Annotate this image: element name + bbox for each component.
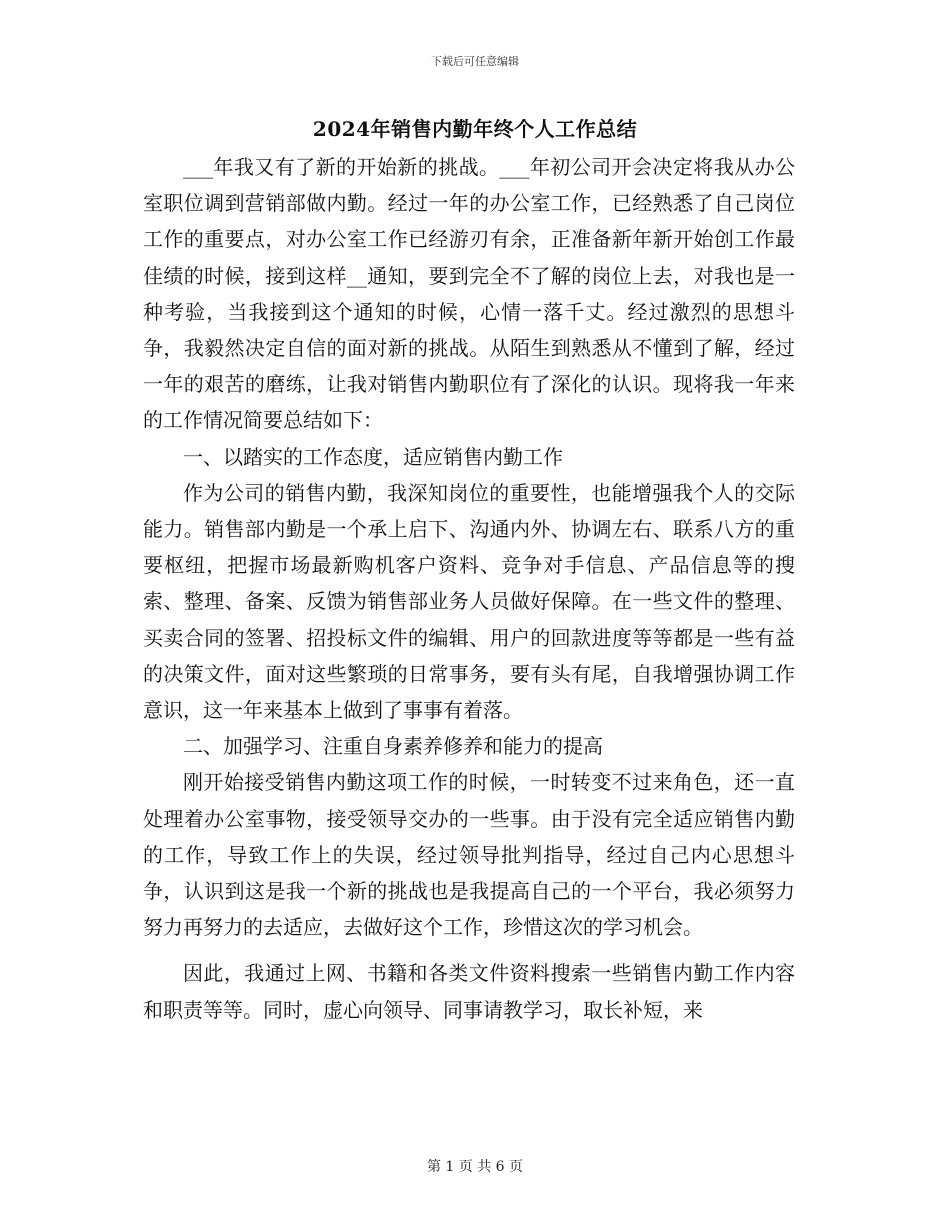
paragraph-section-1: 作为公司的销售内勤，我深知岗位的重要性，也能增强我个人的交际能力。销售部内勤是一个承上启下、沟通内外、协调左右、联系八方的重要枢纽，把握市场最新购机客户资料、竞争对手信息、产品信息等的搜索、整理、备案、反馈为销售部业务人员做好保障。在一些文件的整理、买卖合同的签署、招投标文件的编辑、用户的回款进度等等都是一些有益的决策文件，面对这些繁琐的日常事务，要有头有尾，自我增强协调工作意识，这一年来基本上做到了事事有着落。	[143, 480, 795, 723]
page-number: 第 1 页 共 6 页	[426, 1159, 524, 1175]
paragraph-intro: ___年我又有了新的开始新的挑战。___年初公司开会决定将我从办公室职位调到营销部做内勤。经过一年的办公室工作，已经熟悉了自己岗位工作的重要点，对办公室工作已经游刃有余，正准备新年新开始创工作最佳绩的时候，接到这样__通知，要到完全不了解的岗位上去，对我也是一种考验，当我接到这个通知的时候，心情一落千丈。经过激烈的思想斗争，我毅然决定自信的面对新的挑战。从陌生到熟悉从不懂到了解，经过一年的艰苦的磨练，让我对销售内勤职位有了深化的认识。现将我一年来的工作情况简要总结如下：	[143, 155, 795, 433]
document-body	[143, 149, 795, 1028]
section-heading-2: 二、加强学习、注重自身素养修养和能力的提高	[183, 734, 603, 759]
paragraph-section-2-continued: 因此，我通过上网、书籍和各类文件资料搜索一些销售内勤工作内容和职责等等。同时，虚心向领导、同事请教学习，取长补短，来	[143, 961, 795, 1022]
page-header-note: 下载后可任意编辑	[431, 55, 519, 68]
paragraph-section-2: 刚开始接受销售内勤这项工作的时候，一时转变不过来角色，还一直处理着办公室事物，接受领导交办的一些事。由于没有完全适应销售内勤的工作，导致工作上的失误，经过领导批判指导，经过自己内心思想斗争，认识到这是我一个新的挑战也是我提高自己的一个平台，我必须努力努力再努力的去适应，去做好这个工作，珍惜这次的学习机会。	[143, 770, 795, 940]
document-title: 2024年销售内勤年终个人工作总结	[312, 117, 638, 141]
section-heading-1: 一、以踏实的工作态度，适应销售内勤工作	[183, 444, 563, 469]
